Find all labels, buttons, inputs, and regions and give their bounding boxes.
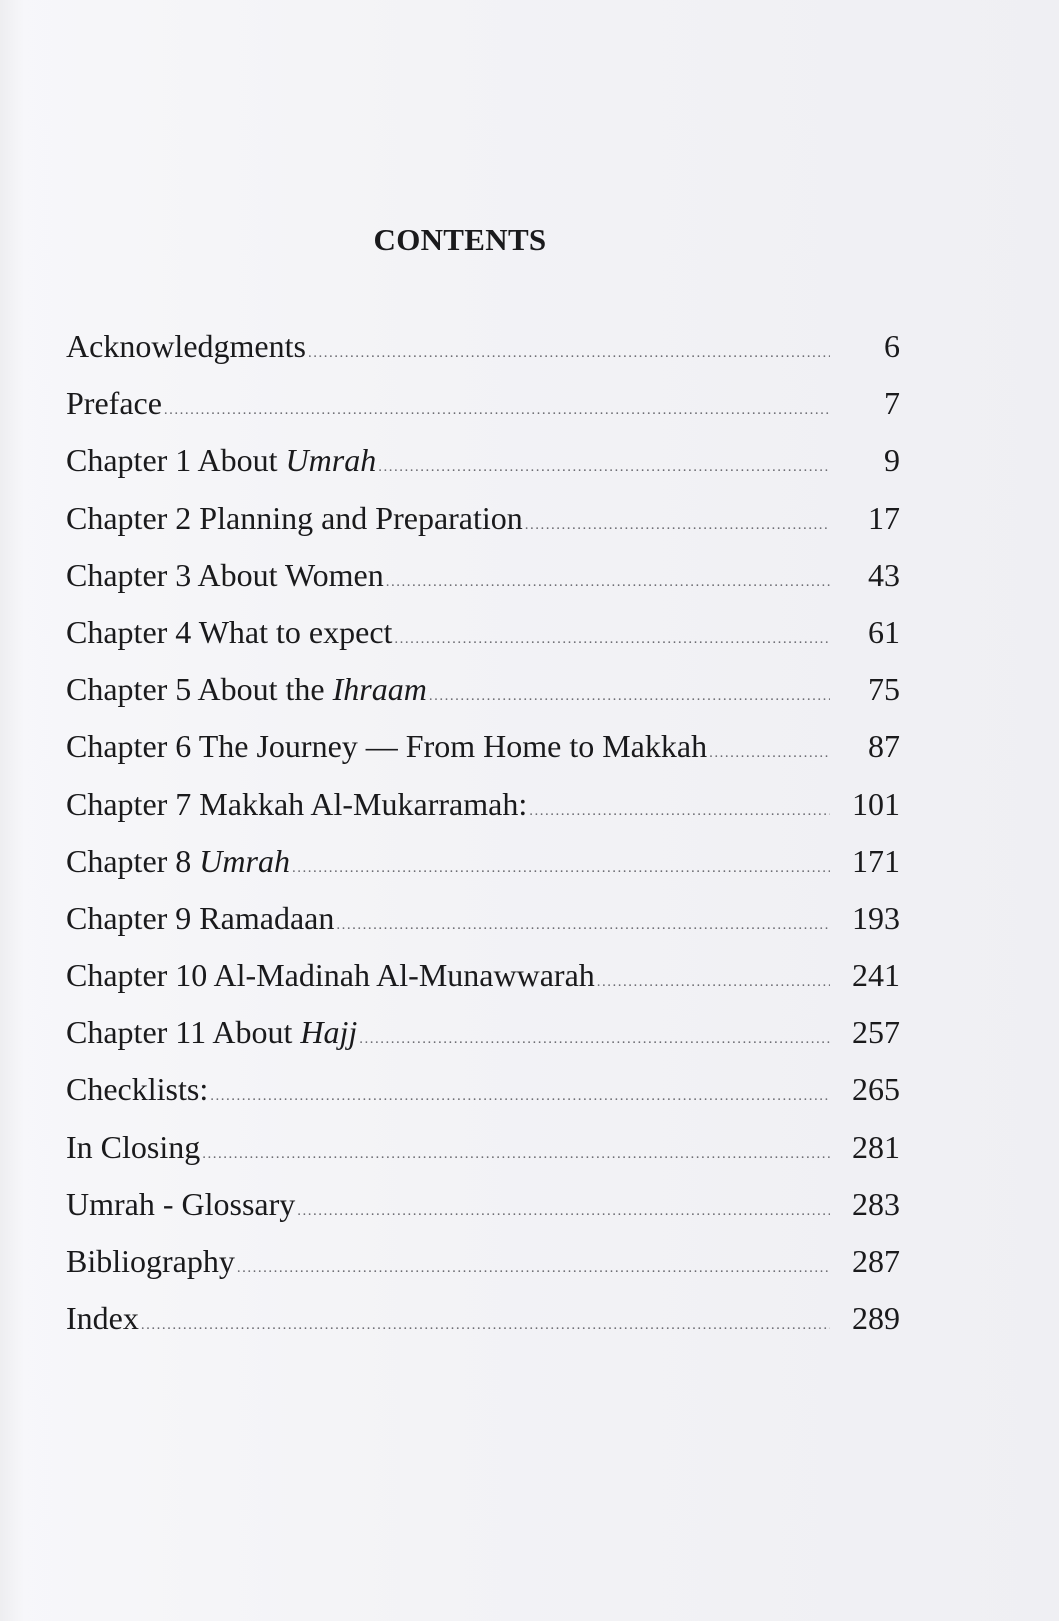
- toc-entry-title: [66, 728, 707, 765]
- toc-page-number: 283: [852, 1185, 900, 1222]
- dot-leader: [429, 688, 830, 705]
- toc-entry-title-text: Chapter 10 Al-Madinah Al-Munawwarah: [66, 957, 595, 994]
- toc-entry-title-text: Chapter 6 The Journey — From Home to Makkah: [66, 728, 708, 765]
- toc-page-number: 6: [884, 328, 900, 364]
- toc-page-number: 281: [852, 1128, 900, 1165]
- dot-leader: [386, 574, 830, 591]
- toc-entry[interactable]: [66, 1071, 900, 1128]
- toc-page-number: 17: [868, 499, 900, 536]
- toc-entry-title-italic: Ihraam: [332, 671, 427, 708]
- toc-entry[interactable]: [66, 1300, 900, 1357]
- dot-leader: [709, 745, 830, 762]
- toc-entry[interactable]: [66, 786, 900, 843]
- toc-page-number: 75: [868, 671, 900, 708]
- dot-leader: [202, 1146, 830, 1163]
- toc-entry-title: [66, 843, 290, 880]
- toc-entry-title: [66, 557, 384, 594]
- dot-leader: [297, 1203, 830, 1220]
- dot-leader: [394, 631, 830, 648]
- toc-entry-title: [66, 614, 392, 651]
- toc-entry-title-italic: Hajj: [300, 1014, 358, 1051]
- toc-page-number: 265: [852, 1071, 900, 1108]
- toc-entry-title-text: Chapter 5 About the: [66, 671, 333, 708]
- dot-leader: [292, 860, 830, 877]
- toc-entry-title-text: Chapter 3 About Women: [66, 556, 384, 593]
- dot-leader: [336, 917, 830, 934]
- toc-entry-title: [66, 442, 376, 479]
- toc-entry-title-text: Chapter 8: [66, 842, 200, 879]
- dot-leader: [210, 1088, 830, 1105]
- dot-leader: [525, 517, 830, 534]
- toc-entry-title-text: Chapter 1 About: [66, 442, 286, 479]
- toc-entry-title: [66, 1014, 357, 1051]
- toc-entry[interactable]: [66, 843, 900, 900]
- toc-page-number: 241: [852, 957, 900, 994]
- toc-entry-title-italic: Umrah: [285, 442, 377, 479]
- toc-entry[interactable]: [66, 1129, 900, 1186]
- toc-page-number: 193: [852, 899, 900, 936]
- toc-entry[interactable]: [66, 900, 900, 957]
- toc-entry-title: [66, 671, 427, 708]
- dot-leader: [597, 974, 830, 991]
- toc-page-number: 87: [868, 728, 900, 765]
- toc-entry-title-text: Acknowledgments: [66, 328, 306, 364]
- toc-entry[interactable]: [66, 671, 900, 728]
- toc-entry[interactable]: [66, 957, 900, 1014]
- toc-entry-title-text: Chapter 9 Ramadaan: [66, 899, 335, 936]
- toc-entry-title: [66, 328, 306, 365]
- toc-page-number: 9: [884, 442, 900, 479]
- toc-entry[interactable]: [66, 1243, 900, 1300]
- toc-entry-title-italic: Umrah: [199, 842, 290, 879]
- toc-entry-title: [66, 1243, 235, 1280]
- toc-page-number: 101: [852, 785, 900, 822]
- dot-leader: [378, 459, 830, 476]
- toc-page-number: 289: [852, 1300, 900, 1337]
- toc-entry-title: [66, 957, 595, 994]
- toc-entry-title: [66, 500, 523, 537]
- toc-entry-title-text: Preface: [66, 385, 162, 422]
- toc-entry-title-text: Chapter 2 Planning and Preparation: [66, 499, 523, 536]
- toc-entry-title-text: In Closing: [66, 1128, 201, 1165]
- toc-entry[interactable]: [66, 557, 900, 614]
- dot-leader: [237, 1260, 830, 1277]
- toc-entry-title: [66, 385, 162, 422]
- toc-entry-title-text: Bibliography: [66, 1243, 235, 1279]
- toc-entry[interactable]: [66, 442, 900, 499]
- dot-leader: [359, 1031, 830, 1048]
- toc-entry[interactable]: [66, 1014, 900, 1071]
- toc-entry-title: [66, 1071, 208, 1108]
- toc-entry-title: [66, 786, 527, 823]
- dot-leader: [308, 345, 830, 362]
- toc-entry-title-text: Index: [66, 1300, 139, 1337]
- toc-entry-title-text: Chapter 11 About: [66, 1014, 301, 1051]
- toc-entry-title: [66, 900, 334, 937]
- toc-entry[interactable]: [66, 385, 900, 442]
- dot-leader: [529, 803, 830, 820]
- toc-page-number: 61: [868, 613, 900, 650]
- toc-entry[interactable]: [66, 500, 900, 557]
- toc-page-number: 7: [884, 385, 900, 422]
- toc-entry-title-text: Checklists:: [66, 1071, 209, 1108]
- toc-entry[interactable]: [66, 614, 900, 671]
- toc-entry[interactable]: [66, 728, 900, 785]
- toc-entry-title-text: Chapter 4 What to expect: [66, 613, 393, 650]
- toc-page-number: 257: [852, 1014, 900, 1051]
- toc-entry-title-text: Chapter 7 Makkah Al-Mukarramah:: [66, 785, 528, 822]
- toc-page-number: 171: [852, 842, 900, 879]
- dot-leader: [164, 402, 830, 419]
- toc-entry-title: [66, 1186, 295, 1223]
- table-of-contents: [66, 328, 900, 1357]
- toc-entry[interactable]: [66, 1186, 900, 1243]
- toc-page-number: 43: [868, 556, 900, 593]
- dot-leader: [141, 1317, 830, 1334]
- toc-entry-title: [66, 1300, 139, 1337]
- toc-page-number: 287: [852, 1243, 900, 1279]
- toc-entry[interactable]: [66, 328, 900, 385]
- toc-entry-title: [66, 1129, 200, 1166]
- toc-entry-title-text: Umrah - Glossary: [66, 1185, 296, 1222]
- contents-heading: CONTENTS: [373, 222, 547, 257]
